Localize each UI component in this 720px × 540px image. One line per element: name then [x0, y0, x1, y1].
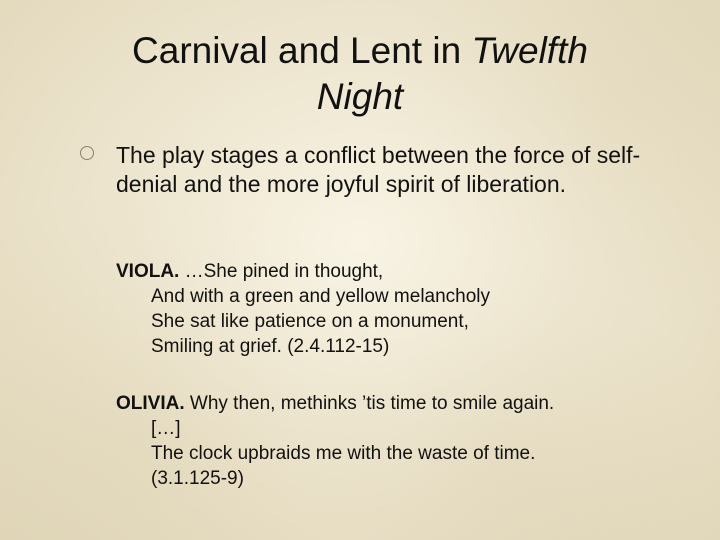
olivia-quote [116, 391, 696, 491]
quote-text: …She pined in thought, [179, 261, 384, 282]
quote-first-line [116, 391, 696, 416]
quote-line: And with a green and yellow melancholy [151, 286, 491, 307]
bullet-text: The play stages a conflict between the force of self-denial and the more joyful spirit of liberation. [116, 142, 641, 197]
quote-citation-line: (3.1.125-9) [151, 468, 244, 489]
quote-line: […] [151, 418, 181, 439]
viola-quote [116, 259, 696, 359]
slide-title [60, 28, 660, 120]
title-italic-play-name: Twelfth [471, 30, 588, 71]
title-text: Carnival and Lent in [132, 30, 472, 71]
bullet-circle-icon [80, 146, 94, 160]
quote-text: Why then, methinks ’tis time to smile again. [184, 393, 555, 414]
speaker-name: VIOLA. [116, 261, 180, 282]
speaker-name: OLIVIA. [116, 393, 185, 414]
quote-line: The clock upbraids me with the waste of time. [151, 443, 536, 464]
quote-line: She sat like patience on a monument, [151, 311, 469, 332]
title-italic-play-name-continued: Night [316, 76, 404, 117]
quote-citation-line: Smiling at grief. (2.4.112-15) [151, 336, 390, 357]
quote-first-line [116, 259, 696, 284]
